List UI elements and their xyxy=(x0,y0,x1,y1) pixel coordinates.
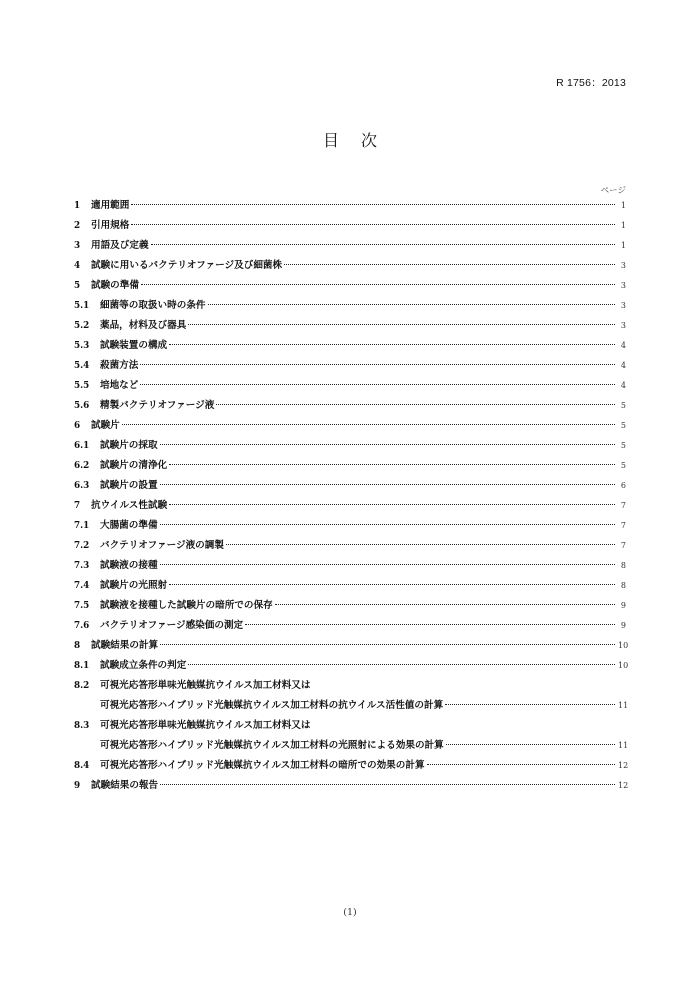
toc-entry-number: 7.3 xyxy=(74,561,90,571)
toc-entry-number: 7.4 xyxy=(74,581,90,591)
toc-entry[interactable] xyxy=(74,577,626,597)
toc-entry-title: 試験成立条件の判定 xyxy=(100,660,187,671)
toc-entry-title: 可視光応答形ハイブリッド光触媒抗ウイルス加工材料の抗ウイルス活性値の計算 xyxy=(100,700,444,711)
toc-entry[interactable] xyxy=(74,417,626,437)
toc-entry-page: 4 xyxy=(620,341,626,350)
toc-entry-page: 5 xyxy=(620,461,626,470)
toc-entry-title: バクテリオファージ感染価の測定 xyxy=(100,620,244,631)
toc-entry-number: 8.2 xyxy=(74,681,90,691)
dot-leader xyxy=(446,744,615,745)
toc-entry-number: 7.6 xyxy=(74,621,90,631)
toc-entry-number: 6.1 xyxy=(74,441,90,451)
toc-entry-page: 6 xyxy=(620,481,626,490)
toc-entry-page: 5 xyxy=(620,401,626,410)
toc-entry-number: 1 xyxy=(74,201,81,211)
dot-leader xyxy=(160,524,615,525)
toc-entry-number: 7.2 xyxy=(74,541,90,551)
toc-entry-page: 4 xyxy=(620,361,626,370)
toc-entry[interactable] xyxy=(74,677,626,697)
dot-leader xyxy=(169,584,615,585)
toc-entry-title: 試験片の清浄化 xyxy=(100,460,168,471)
toc-entry-number: 7 xyxy=(74,501,81,511)
dot-leader xyxy=(169,504,615,505)
toc-entry-number: 6 xyxy=(74,421,81,431)
dot-leader xyxy=(131,204,615,205)
toc-entry-number: 3 xyxy=(74,241,81,251)
toc-entry-number: 5.3 xyxy=(74,341,90,351)
toc-entry[interactable] xyxy=(74,537,626,557)
toc-entry-page: 8 xyxy=(620,581,626,590)
toc-entry[interactable] xyxy=(74,437,626,457)
toc-entry-title: 精製バクテリオファージ液 xyxy=(100,400,215,411)
toc-entry-number: 8.4 xyxy=(74,761,90,771)
toc-entry-title: 大腸菌の準備 xyxy=(100,520,158,531)
toc-entry-page: 5 xyxy=(620,441,626,450)
toc-entry-title: 試験液を接種した試験片の暗所での保存 xyxy=(100,600,273,611)
toc-entry[interactable] xyxy=(74,777,629,797)
toc-entry-page: 9 xyxy=(620,621,626,630)
toc-entry-page: 7 xyxy=(620,501,626,510)
toc-entry[interactable] xyxy=(74,457,626,477)
toc-entry[interactable] xyxy=(74,277,626,297)
toc-entry-title: 培地など xyxy=(100,380,139,391)
toc-entry-title: 抗ウイルス性試験 xyxy=(91,500,168,511)
toc-entry-number: 6.3 xyxy=(74,481,90,491)
document-code: R 1756：2013 xyxy=(556,77,626,89)
toc-entry-page: 4 xyxy=(620,381,626,390)
toc-entry-page: 7 xyxy=(620,541,626,550)
toc-entry-title: 試験装置の構成 xyxy=(100,340,168,351)
toc-entry-number: 5.6 xyxy=(74,401,90,411)
dot-leader xyxy=(160,784,615,785)
toc-entry-title: 試験に用いるバクテリオファージ及び細菌株 xyxy=(91,260,283,271)
toc-entry[interactable] xyxy=(74,297,626,317)
toc-entry[interactable] xyxy=(74,237,626,257)
toc-entry-title: 殺菌方法 xyxy=(100,360,139,371)
toc-entry-number: 5 xyxy=(74,281,81,291)
dot-leader xyxy=(151,244,615,245)
dot-leader xyxy=(284,264,615,265)
dot-leader xyxy=(140,364,615,365)
toc-entry-title: 細菌等の取扱い時の条件 xyxy=(100,300,206,311)
dot-leader xyxy=(427,764,615,765)
toc-entry-number: 7.1 xyxy=(74,521,90,531)
toc-entry[interactable] xyxy=(74,317,626,337)
toc-entry[interactable] xyxy=(74,557,626,577)
toc-entry-title: 用語及び定義 xyxy=(91,240,149,251)
toc-entry[interactable] xyxy=(74,637,629,657)
dot-leader xyxy=(160,484,615,485)
toc-entry-number: 5.2 xyxy=(74,321,90,331)
toc-entry[interactable] xyxy=(74,597,626,617)
toc-entry-page: 1 xyxy=(620,201,626,210)
page-title: 目次 xyxy=(322,131,399,150)
toc-entry-number: 5.4 xyxy=(74,361,90,371)
toc-entry-page: 8 xyxy=(620,561,626,570)
dot-leader xyxy=(140,384,615,385)
toc-entry-title: 試験の準備 xyxy=(91,280,139,291)
toc-entry-title: 可視光応答形ハイブリッド光触媒抗ウイルス加工材料の暗所での効果の計算 xyxy=(100,760,425,771)
toc-entry[interactable] xyxy=(74,477,626,497)
toc-entry-number: 9 xyxy=(74,781,81,791)
toc-entry-page: 12 xyxy=(618,781,629,790)
toc-entry-page: 3 xyxy=(620,281,626,290)
dot-leader xyxy=(226,544,615,545)
toc-entry-title: 試験液の接種 xyxy=(100,560,158,571)
toc-entry-number: 2 xyxy=(74,221,81,231)
toc-entry[interactable] xyxy=(74,397,626,417)
toc-entry[interactable] xyxy=(74,337,626,357)
dot-leader xyxy=(141,284,615,285)
toc-entry[interactable] xyxy=(74,697,629,717)
dot-leader xyxy=(160,444,615,445)
toc-entry-number: 5.5 xyxy=(74,381,90,391)
toc-entry-title: 試験片の採取 xyxy=(100,440,158,451)
footer-page-number: (1) xyxy=(343,907,357,918)
toc-entry[interactable] xyxy=(74,657,629,677)
dot-leader xyxy=(208,304,615,305)
toc-entry-title: 適用範囲 xyxy=(91,200,130,211)
dot-leader xyxy=(169,344,615,345)
toc-entry[interactable] xyxy=(74,737,629,757)
dot-leader xyxy=(188,324,615,325)
toc-entry-title: 試験結果の計算 xyxy=(91,640,159,651)
toc-entry[interactable] xyxy=(74,197,626,217)
toc-entry-title: 試験結果の報告 xyxy=(91,780,159,791)
dot-leader xyxy=(188,664,615,665)
toc-entry-page: 10 xyxy=(618,661,629,670)
toc-entry-page: 1 xyxy=(620,241,626,250)
toc-entry-page: 12 xyxy=(618,761,629,770)
dot-leader xyxy=(160,644,615,645)
toc-entry-number: 8.1 xyxy=(74,661,90,671)
toc-entry-page: 3 xyxy=(620,261,626,270)
toc-entry-page: 11 xyxy=(618,701,629,710)
dot-leader xyxy=(216,404,615,405)
toc-entry-title: 試験片 xyxy=(91,420,120,431)
page-column-label: ページ xyxy=(600,186,626,196)
toc-entry-page: 3 xyxy=(620,321,626,330)
toc-entry-number: 4 xyxy=(74,261,81,271)
dot-leader xyxy=(445,704,615,705)
dot-leader xyxy=(160,564,615,565)
dot-leader xyxy=(245,624,615,625)
toc-entry-number: 8 xyxy=(74,641,81,651)
toc-entry-page: 5 xyxy=(620,421,626,430)
toc-entry-number: 7.5 xyxy=(74,601,90,611)
toc-entry[interactable] xyxy=(74,357,626,377)
dot-leader xyxy=(169,464,615,465)
dot-leader xyxy=(275,604,615,605)
toc-entry[interactable] xyxy=(74,617,626,637)
toc-entry-page: 3 xyxy=(620,301,626,310)
toc-entry[interactable] xyxy=(74,217,626,237)
toc-entry[interactable] xyxy=(74,717,626,737)
toc-entry[interactable] xyxy=(74,757,629,777)
toc-entry-title: バクテリオファージ液の調製 xyxy=(100,540,224,551)
toc-entry-page: 9 xyxy=(620,601,626,610)
toc-entry[interactable] xyxy=(74,257,626,277)
toc-entry-title: 試験片の光照射 xyxy=(100,580,168,591)
toc-entry-page: 11 xyxy=(618,741,629,750)
toc-entry-title: 引用規格 xyxy=(91,220,130,231)
toc-entry-page: 10 xyxy=(618,641,629,650)
dot-leader xyxy=(122,424,615,425)
toc-entry-page: 7 xyxy=(620,521,626,530)
dot-leader xyxy=(131,224,615,225)
toc-entry-page: 1 xyxy=(620,221,626,230)
toc-entry-number: 5.1 xyxy=(74,301,90,311)
toc-entry-number: 8.3 xyxy=(74,721,90,731)
toc-entry[interactable] xyxy=(74,497,626,517)
toc-entry[interactable] xyxy=(74,377,626,397)
toc-entry-title: 可視光応答形単味光触媒抗ウイルス加工材料又は xyxy=(100,680,311,691)
table-of-contents xyxy=(74,197,629,797)
toc-entry-title: 試験片の設置 xyxy=(100,480,158,491)
toc-entry-title: 可視光応答形単味光触媒抗ウイルス加工材料又は xyxy=(100,720,311,731)
toc-entry-title: 薬品，材料及び器具 xyxy=(100,320,187,331)
toc-entry-title: 可視光応答形ハイブリッド光触媒抗ウイルス加工材料の光照射による効果の計算 xyxy=(100,740,444,751)
toc-entry[interactable] xyxy=(74,517,626,537)
toc-entry-number: 6.2 xyxy=(74,461,90,471)
